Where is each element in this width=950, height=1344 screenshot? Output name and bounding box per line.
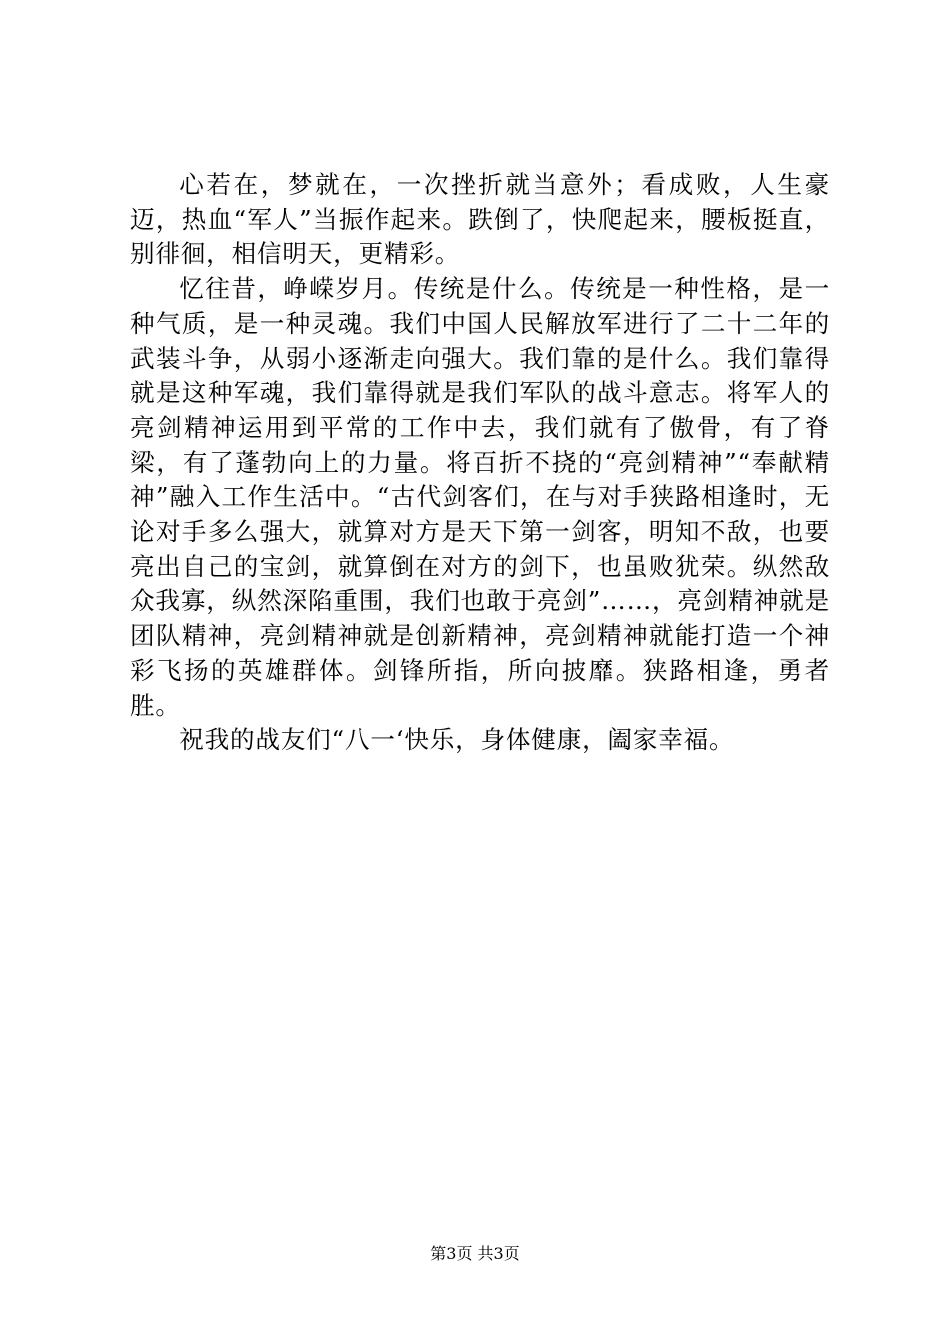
- page-footer: 第3页 共3页: [430, 1244, 520, 1263]
- document-body: [130, 168, 830, 758]
- paragraph-2: 忆往昔，峥嵘岁月。传统是什么。传统是一种性格，是一种气质，是一种灵魂。我们中国人民解放军进行了二十二年的武装斗争，从弱小逐渐走向强大。我们靠的是什么。我们靠得就是这种军魂，我们靠得就是我们军队的战斗意志。将军人的亮剑精神运用到平常的工作中去，我们就有了傲骨，有了脊梁，有了蓬勃向上的力量。将百折不挠的“亮剑精神”“奉献精神”融入工作生活中。“古代剑客们，在与对手狭路相逢时，无论对手多么强大，就算对方是天下第一剑客，明知不敌，也要亮出自己的宝剑，就算倒在对方的剑下，也虽败犹荣。纵然敌众我寡，纵然深陷重围，我们也敢于亮剑”……，亮剑精神就是团队精神，亮剑精神就是创新精神，亮剑精神就能打造一个神彩飞扬的英雄群体。剑锋所指，所向披靡。狭路相逢，勇者胜。: [130, 274, 830, 720]
- paragraph-3: 祝我的战友们“八一‘快乐，身体健康，阖家幸福。: [179, 725, 735, 755]
- paragraph-1: 心若在，梦就在，一次挫折就当意外；看成败，人生豪迈，热血“军人”当振作起来。跌倒了，快爬起来，腰板挺直，别徘徊，相信明天，更精彩。: [130, 170, 830, 269]
